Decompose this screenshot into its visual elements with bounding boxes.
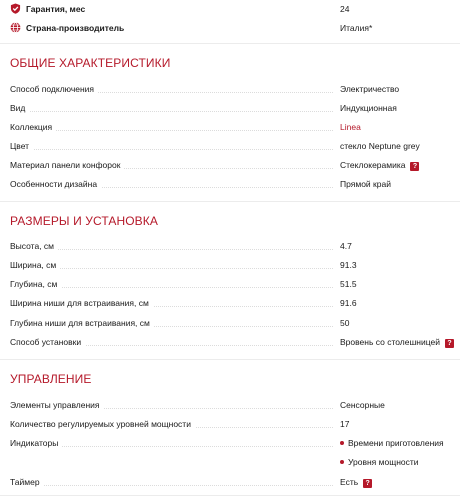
help-icon[interactable]: ? — [410, 162, 419, 171]
spec-value: Италия* — [340, 23, 373, 33]
spec-row — [10, 237, 455, 255]
spec-label: Индикаторы — [10, 438, 62, 448]
spec-value: стекло Neptune grey — [340, 141, 420, 151]
spec-row — [10, 415, 455, 433]
spec-label: Глубина ниши для встраивания, см — [10, 318, 154, 328]
spec-label: Таймер — [10, 477, 44, 487]
spec-label: Гарантия, мес — [26, 4, 86, 14]
spec-row — [10, 156, 455, 174]
spec-value: Прямой край — [340, 179, 391, 189]
section-divider — [0, 495, 460, 496]
spec-label: Ширина, см — [10, 260, 60, 270]
spec-value: 50 — [340, 318, 350, 328]
spec-label: Элементы управления — [10, 400, 104, 410]
spec-label: Количество регулируемых уровней мощности — [10, 419, 195, 429]
spec-label: Цвет — [10, 141, 33, 151]
spec-value: 91.3 — [340, 260, 357, 270]
spec-value: Уровня мощности — [348, 457, 419, 467]
globe-icon — [10, 22, 21, 33]
bullet-icon — [340, 460, 344, 464]
spec-value: Есть — [340, 477, 359, 487]
spec-row — [10, 333, 455, 351]
shield-check-icon — [10, 3, 21, 14]
spec-row — [10, 118, 455, 136]
section-divider — [0, 43, 460, 44]
spec-label: Способ подключения — [10, 84, 98, 94]
spec-row — [10, 473, 455, 491]
spec-label: Вид — [10, 103, 29, 113]
help-icon[interactable]: ? — [445, 339, 454, 348]
spec-row — [10, 275, 455, 293]
spec-row — [10, 294, 455, 312]
spec-label: Ширина ниши для встраивания, см — [10, 298, 153, 308]
spec-value: 17 — [340, 419, 350, 429]
spec-row-country — [10, 19, 455, 37]
spec-row — [10, 175, 455, 193]
spec-label: Особенности дизайна — [10, 179, 101, 189]
spec-value: Вровень со столешницей — [340, 337, 440, 347]
spec-value: Сенсорные — [340, 400, 385, 410]
spec-value: 24 — [340, 4, 350, 14]
spec-row — [10, 396, 455, 414]
spec-value: Стеклокерамика — [340, 160, 406, 170]
spec-label: Способ установки — [10, 337, 85, 347]
spec-label: Высота, см — [10, 241, 58, 251]
bullet-icon — [340, 441, 344, 445]
spec-value: Электричество — [340, 84, 400, 94]
spec-row-continued — [10, 453, 455, 471]
spec-label: Глубина, см — [10, 279, 61, 289]
spec-value: Времени приготовления — [348, 438, 444, 448]
spec-row — [10, 314, 455, 332]
section-divider — [0, 359, 460, 360]
spec-row — [10, 137, 455, 155]
help-icon[interactable]: ? — [363, 479, 372, 488]
spec-value: 4.7 — [340, 241, 352, 251]
section-title-controls: УПРАВЛЕНИЕ — [10, 372, 92, 386]
spec-label: Материал панели конфорок — [10, 160, 124, 170]
section-title-dimensions: РАЗМЕРЫ И УСТАНОВКА — [10, 214, 158, 228]
collection-link[interactable]: Linea — [340, 122, 361, 132]
spec-row — [10, 99, 455, 117]
spec-row — [10, 434, 455, 452]
spec-value: 91.6 — [340, 298, 357, 308]
spec-value: Индукционная — [340, 103, 397, 113]
spec-row — [10, 256, 455, 274]
spec-row-warranty — [10, 0, 455, 18]
spec-row — [10, 80, 455, 98]
section-divider — [0, 201, 460, 202]
spec-label: Страна-производитель — [26, 23, 125, 33]
spec-value: 51.5 — [340, 279, 357, 289]
section-title-general: ОБЩИЕ ХАРАКТЕРИСТИКИ — [10, 56, 171, 70]
spec-label: Коллекция — [10, 122, 56, 132]
